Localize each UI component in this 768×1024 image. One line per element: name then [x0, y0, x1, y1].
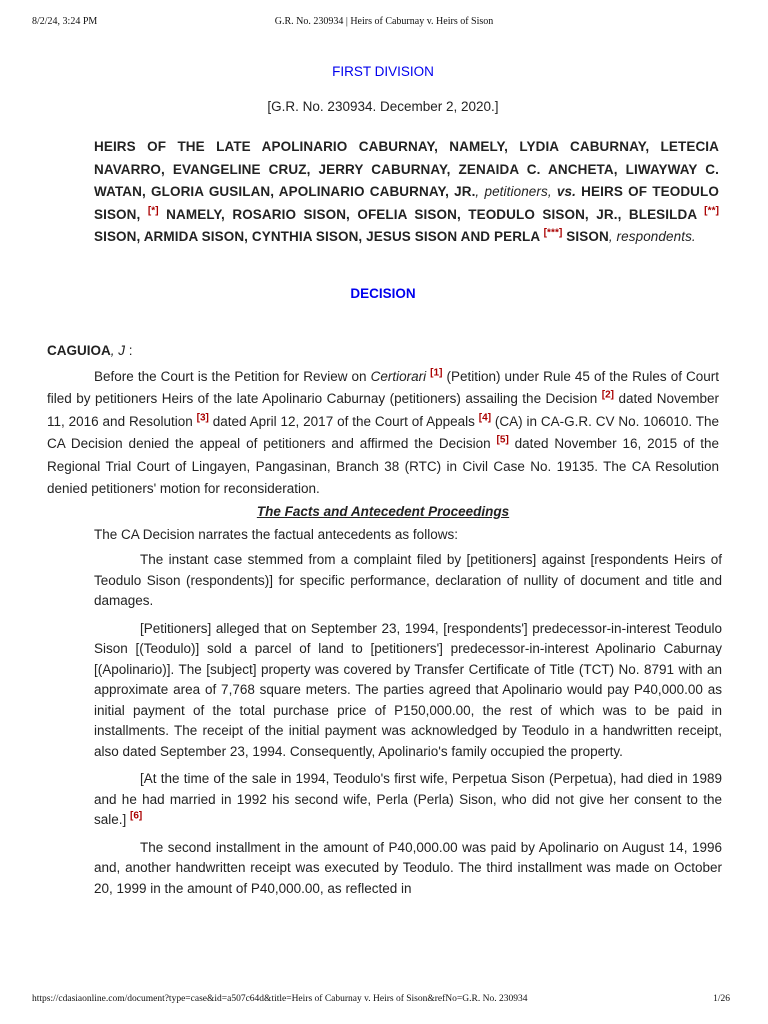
quote-paragraph-3 [94, 769, 722, 831]
versus-label: vs. [556, 184, 576, 199]
page-number: 1/26 [713, 994, 730, 1004]
gr-number-line: [G.R. No. 230934. December 2, 2020.] [267, 99, 499, 114]
respondents-role: , respondents. [608, 229, 696, 244]
quote-paragraph-2: [Petitioners] alleged that on September 23, 1994, [respondents'] predecessor-in-interest Teodulo Sison [(Teodulo)] sold a parcel of land to [petitioners'] predecessor-in-interest Apolinario Caburnay [(Apolinario)]. The [subject] property was covered by Transfer Certificate of Title (TCT) No. 8791 with an approximate area of 7,768 square meters. The parties agreed that Apolinario would pay P40,000.00 as initial payment of the total purchase price of P150,000.00, the rest of which was to be paid in installments. The receipt of the initial payment was acknowledged by Teodulo in a handwritten receipt, also dated September 23, 1994. Consequently, Apolinario's family occupied the property. [94, 620, 722, 759]
certiorari-term: Certiorari [370, 368, 427, 384]
para1-text: dated November 11, 2016 and Resolution [47, 391, 719, 429]
ponente-title: , J [110, 342, 126, 358]
footnote-link-star3[interactable]: [***] [543, 227, 563, 239]
para1-text: dated November 16, 2015 of the Regional Trial Court of Lingayen, Pangasinan, Branch 38 (RTC) in Civil Case No. 19135. The CA Resolution denied petitioners' motion for reconsideration. [47, 436, 719, 496]
footnote-link-1[interactable]: [1] [430, 367, 443, 378]
para1-text: Before the Court is the Petition for Review on [94, 368, 371, 384]
ponente-line [47, 343, 719, 358]
print-header [32, 16, 736, 30]
petitioners-names: HEIRS OF THE LATE APOLINARIO CABURNAY, NAMELY, LYDIA CABURNAY, LETECIA NAVARRO, EVANGELINE CRUZ, JERRY CABURNAY, ZENAIDA C. ANCHETA, LIWAYWAY C. WATAN, GLORIA GUSILAN, APOLINARIO CABURNAY, JR. [94, 139, 719, 199]
petitioners-role: , petitioners, [475, 184, 552, 199]
rules-of-court-link[interactable]: Rules of Court [632, 368, 720, 384]
quote-3-text: [At the time of the sale in 1994, Teodulo's first wife, Perpetua Sison (Perpetua), had died in 1989 and he had married in 1992 his second wife, Perla (Perla) Sison, who did not give her consent to the sale.] [94, 771, 722, 827]
ponente-name: CAGUIOA [47, 342, 111, 358]
footnote-link-star1[interactable]: [*] [147, 205, 159, 216]
quote-paragraph-4: The second installment in the amount of P40,000.00 was paid by Apolinario on August 14, 1996 and, another handwritten receipt was executed by Teodulo. The third installment was made on October 20, 1999 in the amount of P40,000.00, as reflected in [94, 839, 722, 896]
para1-text: dated April 12, 2017 of the Court of Appeals [208, 413, 479, 429]
decision-heading: DECISION [350, 285, 416, 301]
para1-text: filed by petitioners Heirs of the late Apolinario Caburnay (petitioners) assailing the Decision [47, 391, 602, 406]
footnote-link-star2[interactable]: [**] [704, 205, 719, 216]
footnote-link-5[interactable]: [5] [496, 434, 509, 446]
para1-text: (Petition) under Rule 45 of the [442, 368, 633, 384]
print-document-title: G.R. No. 230934 | Heirs of Caburnay v. Heirs of Sison [274, 16, 494, 27]
document-content [47, 58, 722, 899]
footnote-link-4[interactable]: [4] [478, 412, 492, 423]
quote-paragraph-1: The instant case stemmed from a complaint filed by [petitioners] against [respondents Heirs of Teodulo Sison (respondents)] for specific performance, declaration of nullity of document and title and damages. [94, 552, 722, 608]
ponente-colon: : [125, 342, 133, 358]
footnote-link-6[interactable]: [6] [130, 810, 143, 822]
respondents-name-3: SISON, ARMIDA SISON, CYNTHIA SISON, JESUS SISON AND PERLA [94, 229, 544, 244]
print-footer [32, 994, 736, 1008]
block-quote [94, 550, 722, 899]
respondents-name-4: SISON [562, 229, 609, 244]
facts-heading: The Facts and Antecedent Proceedings [256, 503, 510, 519]
respondents-name-1: HEIRS OF TEODULO SISON, [94, 184, 719, 222]
footnote-link-2[interactable]: [2] [601, 389, 615, 401]
intro-paragraph: The CA Decision narrates the factual antecedents as follows: [94, 526, 458, 542]
print-timestamp: 8/2/24, 3:24 PM [32, 16, 98, 27]
respondents-name-2: NAMELY, ROSARIO SISON, OFELIA SISON, TEODULO SISON, JR., BLESILDA [158, 206, 705, 222]
paragraph-1 [47, 366, 719, 501]
print-url: https://cdasiaonline.com/document?type=case&id=a507c64d&title=Heirs of Caburnay v. Heirs of Sison&refNo=G.R. No. 230934 [32, 994, 528, 1004]
case-parties [94, 136, 719, 249]
para1-text: (CA) in CA-G.R. CV No. 106010. The CA Decision denied the appeal of petitioners and affirmed the Decision [47, 413, 719, 451]
division-heading: FIRST DIVISION [332, 64, 434, 79]
footnote-link-3[interactable]: [3] [196, 412, 209, 423]
